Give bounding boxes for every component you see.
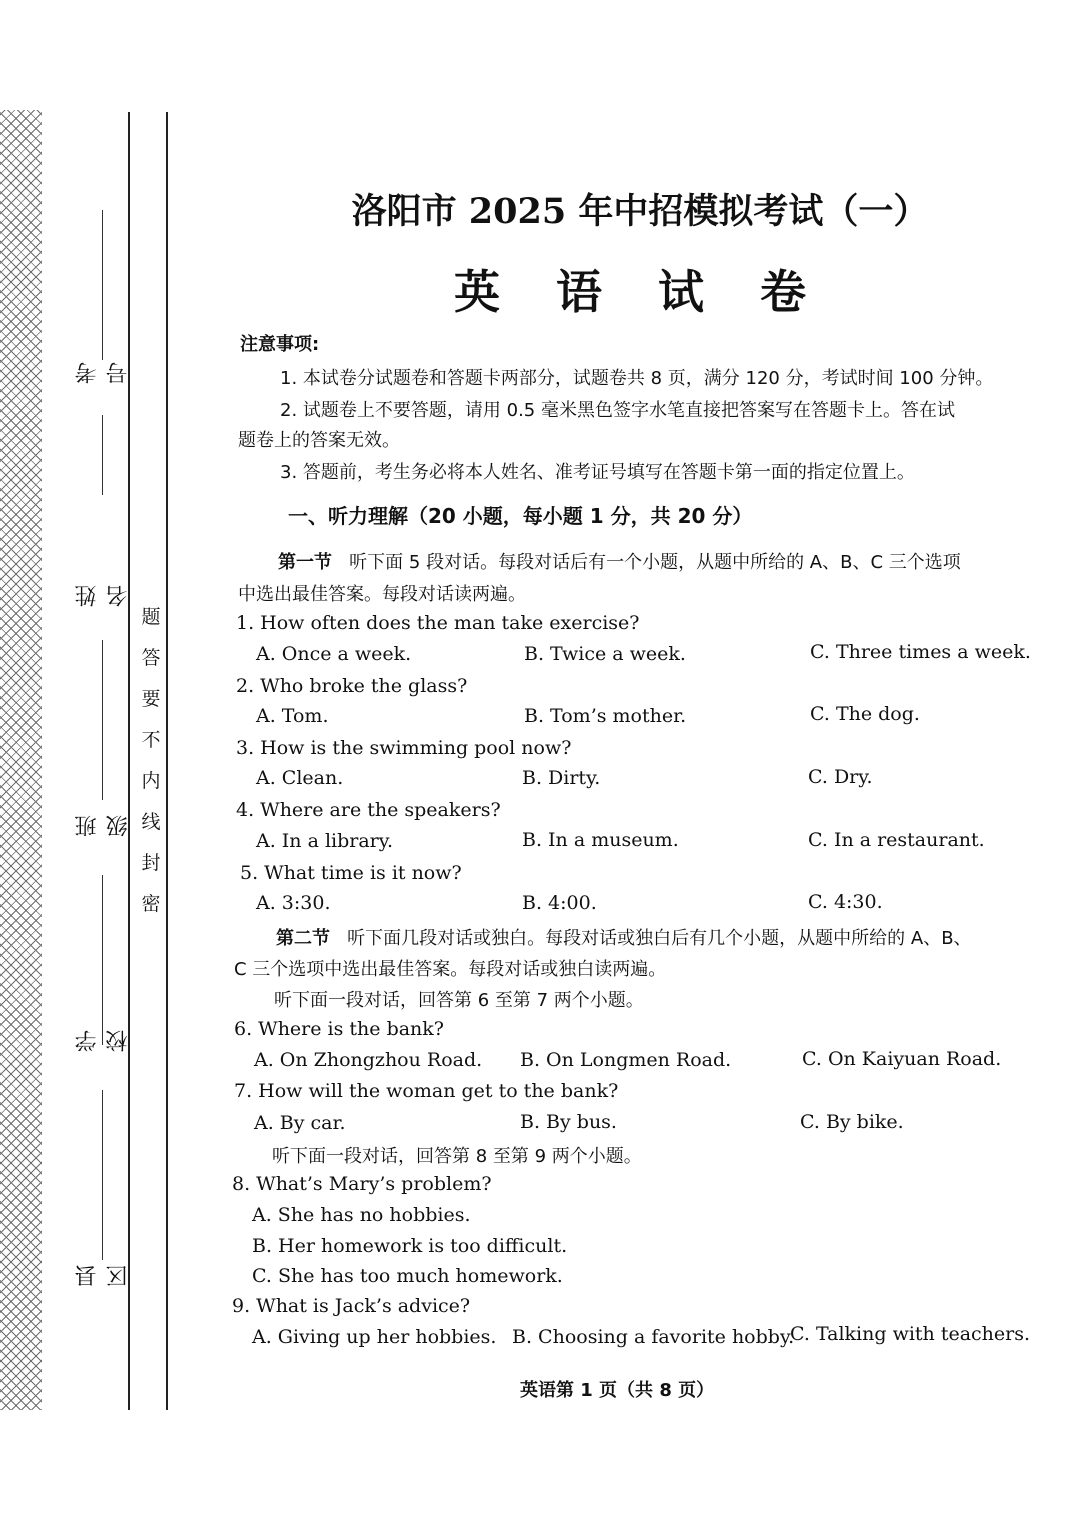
- q8-option-a: A. She has no hobbies.: [252, 1204, 471, 1226]
- seal-char: 要: [141, 688, 161, 710]
- q4-option-a: A. In a library.: [256, 830, 394, 852]
- dialogue-note-8-9: 听下面一段对话，回答第 8 至第 9 两个小题。: [272, 1146, 642, 1167]
- page-footer: 英语第 1 页（共 8 页）: [520, 1380, 715, 1401]
- q6-option-a: A. On Zhongzhou Road.: [254, 1049, 483, 1071]
- q1-option-c: C. Three times a week.: [810, 641, 1031, 663]
- section2-text: 听下面几段对话或独白。每段对话或独白后有几个小题，从题中所给的 A、B、: [347, 928, 972, 949]
- section1-instructions-line-2: 中选出最佳答案。每段对话读两遍。: [238, 584, 526, 605]
- notice-item-3: 3. 答题前，考生务必将本人姓名、准考证号填写在答题卡第一面的指定位置上。: [280, 462, 915, 483]
- part1-heading: 一、听力理解（20 小题，每小题 1 分，共 20 分）: [288, 504, 753, 528]
- question-8: 8. What’s Mary’s problem?: [232, 1173, 492, 1195]
- field-label: 学校: [75, 1030, 131, 1052]
- question-4: 4. Where are the speakers?: [236, 799, 501, 821]
- seal-line-warning: [136, 602, 166, 930]
- q9-option-c: C. Talking with teachers.: [790, 1323, 1031, 1345]
- q5-option-c: C. 4:30.: [808, 891, 883, 913]
- notice-item-2-line-2: 题卷上的答案无效。: [238, 430, 400, 451]
- q5-option-b: B. 4:00.: [522, 892, 597, 914]
- question-7: 7. How will the woman get to the bank?: [234, 1080, 619, 1102]
- q7-option-b: B. By bus.: [520, 1111, 617, 1133]
- exam-subtitle: 英 语 试 卷: [453, 265, 827, 319]
- section2-instructions-line-1: [276, 924, 972, 950]
- q3-option-b: B. Dirty.: [522, 767, 601, 789]
- q2-option-a: A. Tom.: [256, 705, 329, 727]
- dialogue-note-6-7: 听下面一段对话，回答第 6 至第 7 两个小题。: [274, 990, 644, 1011]
- q1-option-a: A. Once a week.: [256, 643, 412, 665]
- field-label: 姓名: [75, 585, 131, 607]
- q1-option-b: B. Twice a week.: [524, 643, 686, 665]
- seal-char: 答: [141, 647, 161, 669]
- section2-instructions-line-2: C 三个选项中选出最佳答案。每段对话或独白读两遍。: [234, 959, 667, 980]
- exam-title: 洛阳市 2025 年中招模拟考试（一）: [351, 191, 929, 232]
- seal-char: 不: [141, 729, 161, 751]
- section1-label: 第一节: [278, 552, 332, 573]
- q2-option-c: C. The dog.: [810, 703, 920, 725]
- notice-heading: 注意事项:: [240, 334, 320, 355]
- seal-char: 线: [141, 811, 161, 833]
- q8-option-b: B. Her homework is too difficult.: [252, 1235, 568, 1257]
- binding-line-inner: [128, 112, 130, 1410]
- question-2: 2. Who broke the glass?: [236, 675, 468, 697]
- notice-item-2-line-1: 2. 试题卷上不要答题，请用 0.5 毫米黑色签字水笔直接把答案写在答题卡上。答在试: [280, 400, 955, 421]
- seal-char: 内: [141, 770, 161, 792]
- question-5: 5. What time is it now?: [240, 862, 462, 884]
- question-9: 9. What is Jack’s advice?: [232, 1295, 471, 1317]
- q3-option-c: C. Dry.: [808, 766, 873, 788]
- notice-item-1: 1. 本试卷分试题卷和答题卡两部分，试题卷共 8 页，满分 120 分，考试时间 100 分钟。: [280, 368, 994, 389]
- binding-hatch-pattern: [0, 110, 42, 1410]
- question-6: 6. Where is the bank?: [234, 1018, 444, 1040]
- question-1: 1. How often does the man take exercise?: [236, 612, 640, 634]
- q7-option-c: C. By bike.: [800, 1111, 904, 1133]
- seal-char: 密: [141, 893, 161, 915]
- q8-option-c: C. She has too much homework.: [252, 1265, 563, 1287]
- q6-option-b: B. On Longmen Road.: [520, 1049, 732, 1071]
- field-label: 考号: [75, 362, 131, 384]
- field-label: 县区: [75, 1265, 131, 1287]
- q4-option-c: C. In a restaurant.: [808, 829, 985, 851]
- q6-option-c: C. On Kaiyuan Road.: [802, 1048, 1002, 1070]
- q9-option-b: B. Choosing a favorite hobby.: [512, 1326, 795, 1348]
- q9-option-a: A. Giving up her hobbies.: [252, 1326, 497, 1348]
- q5-option-a: A. 3:30.: [256, 892, 331, 914]
- question-3: 3. How is the swimming pool now?: [236, 737, 572, 759]
- q7-option-a: A. By car.: [254, 1112, 346, 1134]
- q4-option-b: B. In a museum.: [522, 829, 679, 851]
- binding-line-outer: [166, 112, 168, 1410]
- section1-instructions-line-1: [278, 548, 961, 574]
- seal-char: 题: [141, 606, 161, 628]
- seal-char: 封: [141, 852, 161, 874]
- section1-text: 听下面 5 段对话。每段对话后有一个小题，从题中所给的 A、B、C 三个选项: [349, 552, 961, 573]
- section2-label: 第二节: [276, 928, 330, 949]
- field-label: 班级: [75, 815, 131, 837]
- q2-option-b: B. Tom’s mother.: [524, 705, 687, 727]
- q3-option-a: A. Clean.: [256, 767, 344, 789]
